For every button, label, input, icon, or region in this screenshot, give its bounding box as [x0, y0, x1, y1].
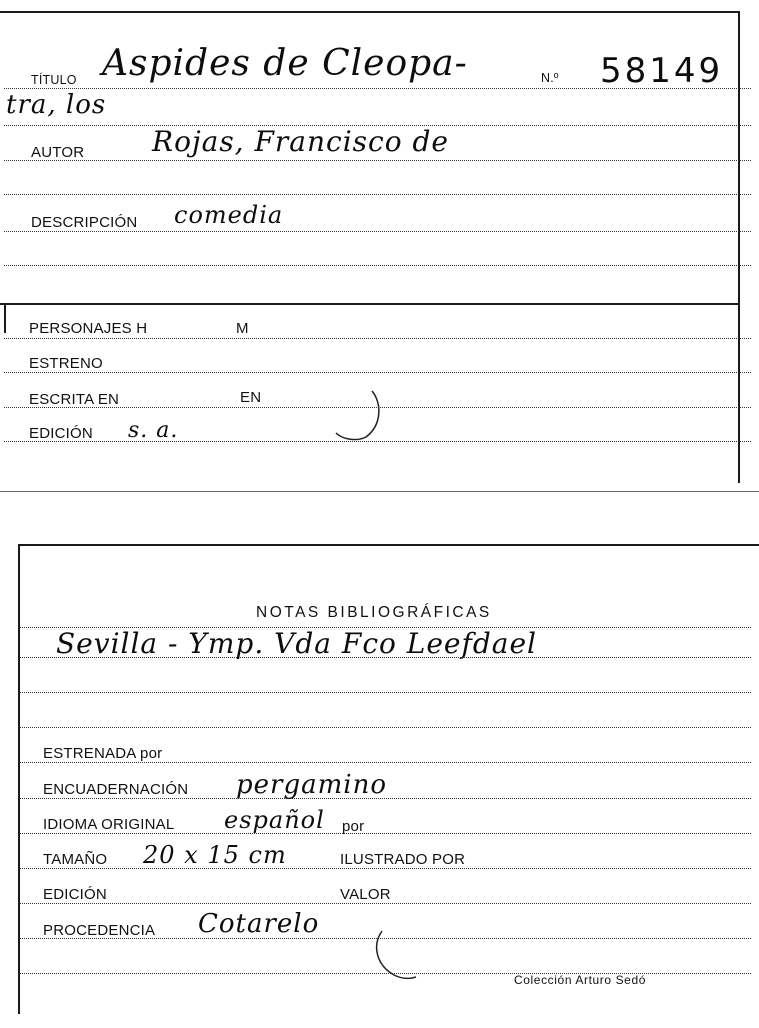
encuadernacion-label: ENCUADERNACIÓN [43, 781, 189, 798]
ruled-line [4, 194, 751, 195]
ruled-line [20, 833, 751, 834]
catalog-card-front [0, 0, 759, 495]
card-bottom-edge [0, 491, 759, 492]
edicion-label-back: EDICIÓN [43, 886, 107, 903]
personajes-m-label: M [236, 320, 249, 337]
descripcion-label: DESCRIPCIÓN [31, 214, 138, 231]
ilustrado-label: ILUSTRADO POR [340, 851, 466, 868]
encuadernacion-value: pergamino [236, 770, 387, 800]
edicion-value: s. a. [128, 418, 179, 443]
numero-value: 58149 [600, 51, 724, 91]
ruled-line [20, 903, 751, 904]
coleccion-note: Colección Arturo Sedó [514, 973, 647, 987]
autor-value: Rojas, Francisco de [152, 125, 449, 158]
ruled-line [4, 372, 751, 373]
ruled-line [20, 692, 751, 693]
card-fold-line [0, 303, 740, 305]
notas-heading: NOTAS BIBLIOGRÁFICAS [256, 604, 492, 621]
numero-label: N.º [541, 71, 559, 85]
tamano-value: 20 x 15 cm [143, 841, 287, 869]
punch-hole-mark [332, 385, 392, 445]
punch-hole-mark [370, 925, 440, 985]
idioma-value: español [224, 806, 325, 834]
titulo-value-continued: tra, los [6, 90, 107, 120]
estreno-label: ESTRENO [29, 355, 103, 372]
ruled-line [4, 265, 751, 266]
edicion-label: EDICIÓN [29, 425, 93, 442]
procedencia-label: PROCEDENCIA [43, 922, 156, 939]
card-left-tick [4, 303, 6, 333]
ruled-line [20, 868, 751, 869]
personajes-label: PERSONAJES H [29, 320, 148, 337]
ruled-line [20, 727, 751, 728]
titulo-value: Aspides de Cleopa- [102, 43, 468, 84]
notas-value: Sevilla - Ymp. Vda Fco Leefdael [56, 627, 537, 660]
tamano-label: TAMAÑO [43, 851, 108, 868]
escrita-en-label: EN [240, 389, 262, 406]
escrita-label: ESCRITA EN [29, 391, 120, 408]
autor-label: AUTOR [31, 144, 85, 161]
ruled-line [4, 160, 751, 161]
card-right-edge [738, 11, 740, 483]
descripcion-value: comedia [174, 201, 284, 229]
card-top-edge [18, 544, 759, 546]
estrenada-label: ESTRENADA por [43, 745, 163, 762]
valor-label: VALOR [340, 886, 391, 903]
idioma-por-label: por [342, 818, 365, 835]
procedencia-value: Cotarelo [198, 909, 320, 939]
card-left-edge [18, 544, 20, 1014]
catalog-card-back [0, 540, 759, 1028]
idioma-label: IDIOMA ORIGINAL [43, 816, 175, 833]
titulo-label: TÍTULO [31, 73, 77, 87]
ruled-line [4, 231, 751, 232]
ruled-line [4, 338, 751, 339]
card-top-edge [0, 11, 740, 13]
ruled-line [20, 762, 751, 763]
